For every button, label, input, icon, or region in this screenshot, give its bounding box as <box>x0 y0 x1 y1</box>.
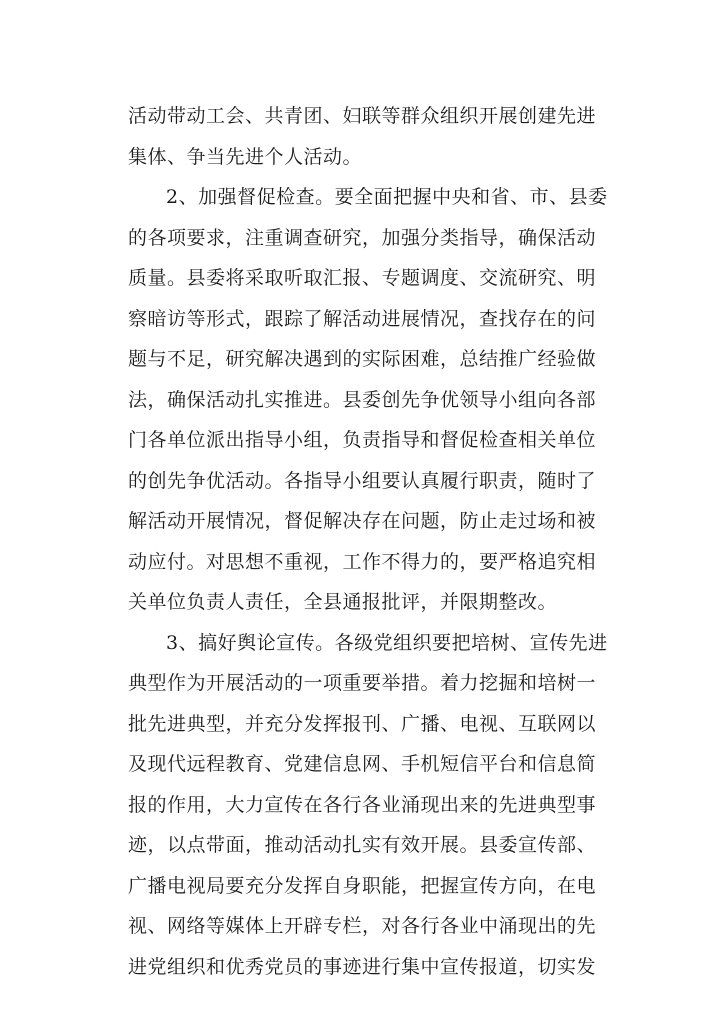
text-line: 关单位负责人责任，全县通报批评，并限期整改。 <box>128 591 558 613</box>
text-line: 察暗访等形式，跟踪了解活动进展情况，查找存在的问 <box>128 307 597 330</box>
text-line: 门各单位派出指导小组，负责指导和督促检查相关单位 <box>128 429 597 451</box>
text-line: 的创先争优活动。各指导小组要认真履行职责，随时了 <box>128 469 597 492</box>
text-line: 视、网络等媒体上开辟专栏，对各行各业中涌现出的先 <box>128 915 597 937</box>
text-line: 题与不足，研究解决遇到的实际困难，总结推广经验做 <box>128 348 597 370</box>
text-line: 的各项要求，注重调查研究，加强分类指导，确保活动 <box>128 226 597 249</box>
text-line: 解活动开展情况，督促解决存在问题，防止走过场和被 <box>128 510 597 532</box>
text-line: 集体、争当先进个人活动。 <box>128 145 363 168</box>
text-line: 典型作为开展活动的一项重要举措。着力挖掘和培树一 <box>128 672 597 694</box>
text-line: 批先进典型，并充分发挥报刊、广播、电视、互联网以 <box>128 712 597 735</box>
paragraph-first-line: 3、搞好舆论宣传。各级党组织要把培树、宣传先进 <box>166 631 608 654</box>
text-line: 法，确保活动扎实推进。县委创先争优领导小组向各部 <box>128 388 597 411</box>
text-line: 动应付。对思想不重视，工作不得力的，要严格追究相 <box>128 550 597 573</box>
paragraph-first-line: 2、加强督促检查。要全面把握中央和省、市、县委 <box>166 186 608 208</box>
text-line: 进党组织和优秀党员的事迹进行集中宣传报道，切实发 <box>128 955 597 978</box>
text-line: 广播电视局要充分发挥自身职能，把握宣传方向，在电 <box>128 874 597 897</box>
text-line: 及现代远程教育、党建信息网、手机短信平台和信息简 <box>128 753 597 775</box>
text-line: 报的作用，大力宣传在各行各业涌现出来的先进典型事 <box>128 793 597 816</box>
text-line: 质量。县委将采取听取汇报、专题调度、交流研究、明 <box>128 267 597 289</box>
text-line: 迹，以点带面，推动活动扎实有效开展。县委宣传部、 <box>128 834 597 856</box>
body-text <box>128 96 608 987</box>
text-line: 活动带动工会、共青团、妇联等群众组织开展创建先进 <box>128 105 597 127</box>
